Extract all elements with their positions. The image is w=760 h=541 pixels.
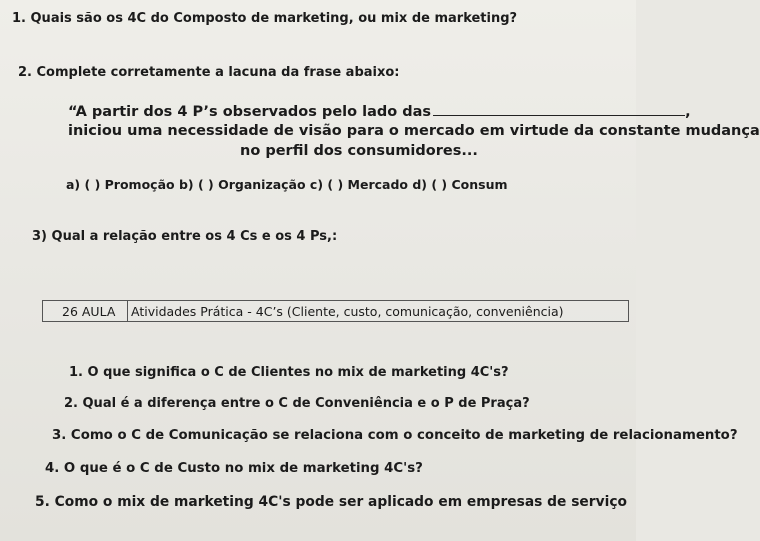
answer-options: a) ( ) Promoção b) ( ) Organização c) ( ) Mercado d) ( ) Consum: [66, 177, 508, 192]
question-1: 1. Quais são os 4C do Composto de marketing, ou mix de marketing?: [12, 11, 518, 26]
aula-title: Atividades Prática - 4C’s (Cliente, custo, comunicação, conveniência): [131, 304, 564, 319]
activity-item-5: 5. Como o mix de marketing 4C's pode ser aplicado em empresas de serviço: [35, 494, 627, 510]
activity-item-1: 1. O que significa o C de Clientes no mix de marketing 4C's?: [69, 365, 509, 380]
question-3: 3) Qual a relação entre os 4 Cs e os 4 Ps,:: [32, 229, 338, 244]
aula-label: 26 AULA: [62, 304, 116, 319]
activity-item-2: 2. Qual é a diferença entre o C de Conveniência e o P de Praça?: [64, 396, 530, 411]
aula-header-box: [42, 300, 629, 322]
question-2: 2. Complete corretamente a lacuna da frase abaixo:: [18, 65, 400, 80]
activity-item-3: 3. Como o C de Comunicação se relaciona com o conceito de marketing de relacionamento?: [52, 428, 738, 443]
fill-in-blank: [433, 115, 685, 116]
quote-line-1: [68, 104, 691, 120]
quote-line-1-end: ,: [685, 104, 691, 120]
quote-line-3: no perfil dos consumidores...: [240, 143, 478, 159]
quote-line-1-text: “A partir dos 4 P’s observados pelo lado das: [68, 104, 432, 120]
activity-item-4: 4. O que é o C de Custo no mix de marketing 4C's?: [45, 461, 423, 476]
quote-line-2: iniciou uma necessidade de visão para o mercado em virtude da constante mudança: [68, 123, 760, 139]
